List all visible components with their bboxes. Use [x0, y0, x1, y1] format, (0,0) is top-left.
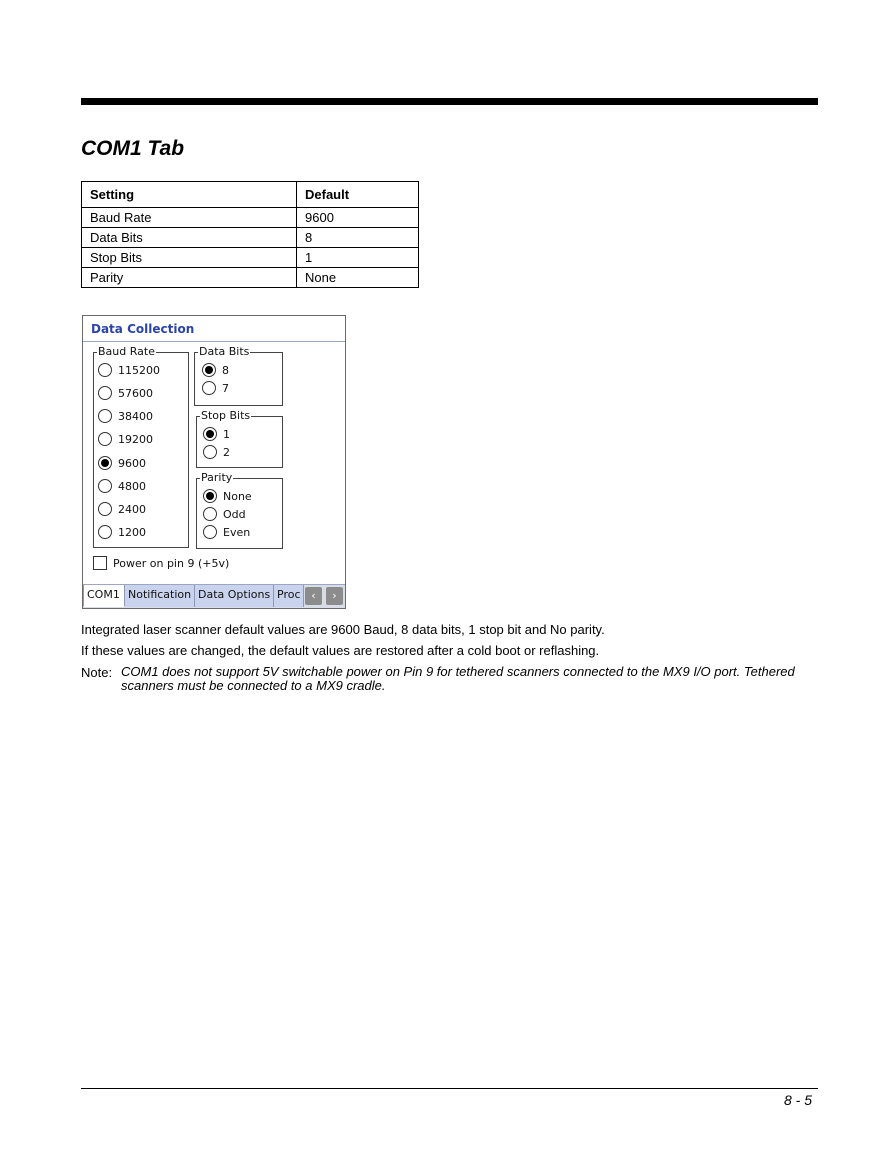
column-header-setting: Setting	[82, 182, 297, 208]
radio-label: None	[223, 489, 252, 503]
radio-circle[interactable]	[98, 363, 112, 377]
chevron-right-icon[interactable]: ›	[326, 587, 343, 605]
radio-label: 7	[222, 381, 229, 395]
radio-circle[interactable]	[203, 445, 217, 459]
radio-circle[interactable]	[98, 479, 112, 493]
defaults-table	[81, 181, 419, 288]
radio-baud-2400[interactable]	[98, 502, 146, 516]
radio-parity-none[interactable]	[203, 489, 252, 503]
radio-circle[interactable]	[203, 525, 217, 539]
bottom-rule	[81, 1088, 818, 1089]
radio-circle[interactable]	[98, 409, 112, 423]
page-title: COM1 Tab	[81, 137, 185, 160]
radio-baud-38400[interactable]	[98, 409, 153, 423]
table-cell: Stop Bits	[82, 248, 297, 268]
radio-label: Odd	[223, 507, 246, 521]
radio-circle[interactable]	[203, 507, 217, 521]
radio-circle-selected[interactable]	[203, 427, 217, 441]
radio-baud-19200[interactable]	[98, 432, 153, 446]
radio-label: 4800	[118, 479, 146, 493]
stop-bits-group	[196, 409, 283, 468]
radio-label: Even	[223, 525, 251, 539]
radio-label: 19200	[118, 432, 153, 446]
radio-label: 1200	[118, 525, 146, 539]
checkbox-label: Power on pin 9 (+5v)	[113, 556, 230, 570]
radio-circle-selected[interactable]	[202, 363, 216, 377]
radio-label: 8	[222, 363, 229, 377]
radio-circle[interactable]	[98, 502, 112, 516]
table-row	[82, 248, 419, 268]
top-rule	[81, 98, 818, 105]
baud-rate-group-label: Baud Rate	[98, 345, 155, 358]
table-cell: 8	[297, 228, 419, 248]
radio-label: 115200	[118, 363, 160, 377]
radio-baud-9600[interactable]	[98, 456, 146, 470]
table-header-row	[82, 182, 419, 208]
radio-label: 1	[223, 427, 230, 441]
radio-circle-selected[interactable]	[98, 456, 112, 470]
radio-stop-bits-1[interactable]	[203, 427, 230, 441]
table-row	[82, 208, 419, 228]
page-number: 8 - 5	[783, 1092, 812, 1108]
radio-baud-1200[interactable]	[98, 525, 146, 539]
radio-circle[interactable]	[202, 381, 216, 395]
radio-label: 2400	[118, 502, 146, 516]
radio-baud-4800[interactable]	[98, 479, 146, 493]
table-cell: Data Bits	[82, 228, 297, 248]
device-screenshot	[82, 315, 346, 609]
tab-proc[interactable]: Proc	[274, 585, 304, 607]
screen-title: Data Collection	[83, 316, 345, 342]
radio-label: 38400	[118, 409, 153, 423]
tab-com1[interactable]: COM1	[83, 585, 125, 607]
chevron-left-icon[interactable]: ‹	[305, 587, 322, 605]
radio-baud-115200[interactable]	[98, 363, 160, 377]
power-pin9-checkbox[interactable]	[93, 556, 229, 570]
radio-circle[interactable]	[98, 432, 112, 446]
radio-label: 2	[223, 445, 230, 459]
table-row	[82, 228, 419, 248]
tab-bar	[83, 584, 345, 608]
baud-rate-group	[93, 345, 189, 548]
table-cell: 1	[297, 248, 419, 268]
radio-baud-57600[interactable]	[98, 386, 153, 400]
radio-circle[interactable]	[98, 386, 112, 400]
radio-label: 9600	[118, 456, 146, 470]
data-bits-group-label: Data Bits	[199, 345, 250, 358]
parity-group	[196, 471, 283, 549]
radio-label: 57600	[118, 386, 153, 400]
checkbox-box[interactable]	[93, 556, 107, 570]
table-row	[82, 268, 419, 288]
radio-parity-even[interactable]	[203, 525, 250, 539]
tab-data-options[interactable]: Data Options	[195, 585, 274, 607]
paragraph-restore: If these values are changed, the default values are restored after a cold boot or reflashing.	[81, 643, 600, 658]
parity-group-label: Parity	[201, 471, 233, 484]
radio-circle[interactable]	[98, 525, 112, 539]
stop-bits-group-label: Stop Bits	[201, 409, 251, 422]
radio-circle-selected[interactable]	[203, 489, 217, 503]
table-cell: None	[297, 268, 419, 288]
tab-notification[interactable]: Notification	[125, 585, 195, 607]
radio-stop-bits-2[interactable]	[203, 445, 230, 459]
data-bits-group	[194, 345, 283, 406]
paragraph-defaults: Integrated laser scanner default values are 9600 Baud, 8 data bits, 1 stop bit and No parity.	[81, 622, 605, 637]
note-text: COM1 does not support 5V switchable power on Pin 9 for tethered scanners connected to the MX9 I/O port. Tethered scanners must be connected to a MX9 cradle.	[121, 664, 795, 693]
column-header-default: Default	[297, 182, 419, 208]
radio-parity-odd[interactable]	[203, 507, 246, 521]
note-label: Note:	[81, 665, 113, 680]
table-cell: 9600	[297, 208, 419, 228]
radio-data-bits-7[interactable]	[202, 381, 229, 395]
table-cell: Parity	[82, 268, 297, 288]
table-cell: Baud Rate	[82, 208, 297, 228]
radio-data-bits-8[interactable]	[202, 363, 229, 377]
